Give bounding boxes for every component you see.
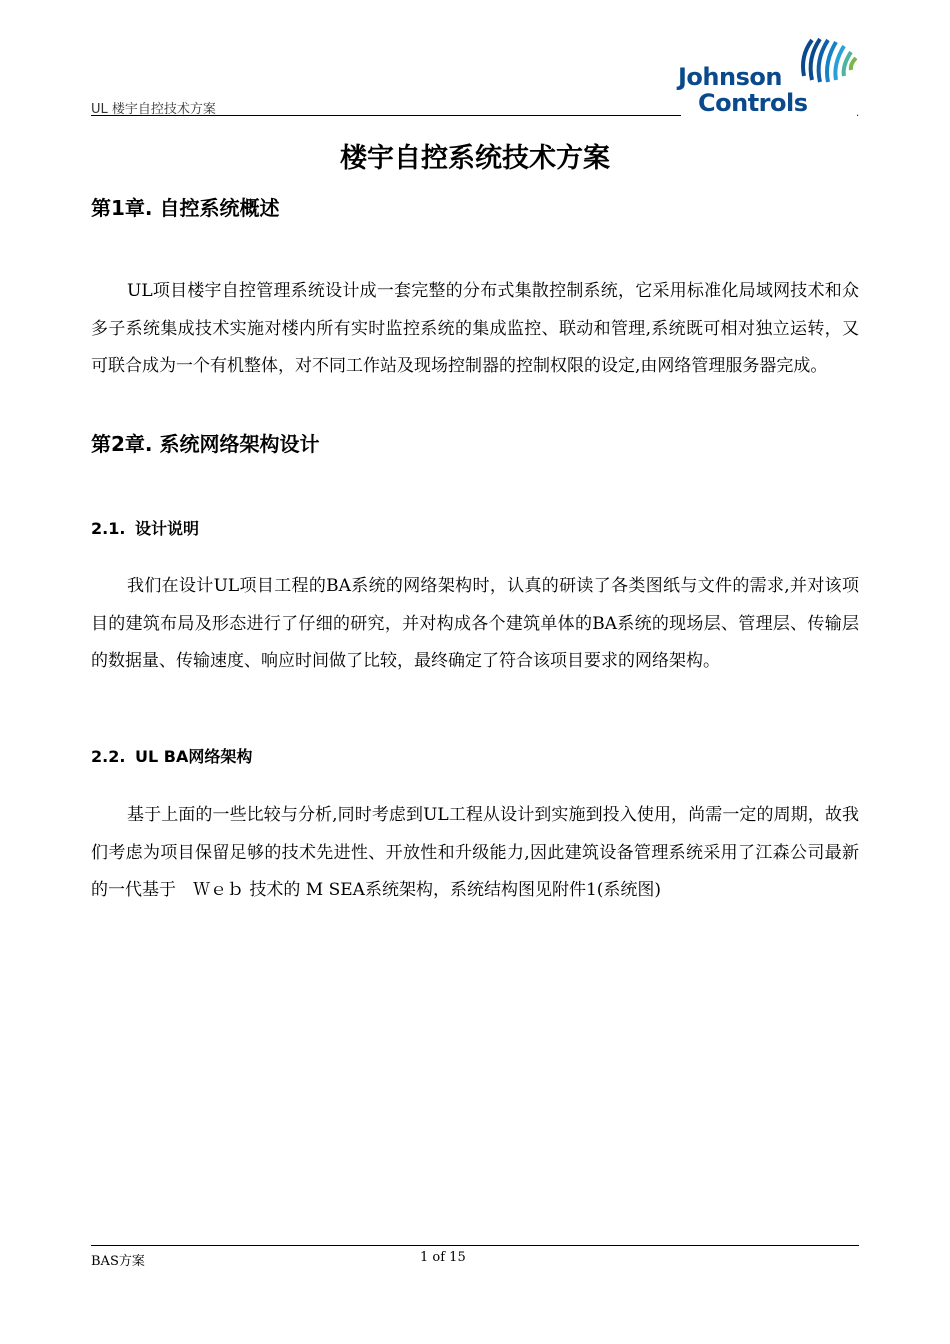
logo-line-2: Controls [698, 89, 808, 117]
section-2-1-paragraph: 我们在设计UL项目工程的BA系统的网络架构时，认真的研读了各类图纸与文件的需求,并对该项目的建筑布局及形态进行了仔细的研究，并对构成各个建筑单体的BA系统的现场层、管理层、传输层的数据量、传输速度、响应时间做了比较，最终确定了符合该项目要求的网络架构。 [91, 576, 859, 671]
header-divider [91, 115, 681, 116]
logo-swirl-icon [796, 36, 866, 96]
header-dot: . [856, 108, 860, 119]
logo-wordmark [678, 64, 808, 116]
chapter-1-paragraph: UL项目楼宇自控管理系统设计成一套完整的分布式集散控制系统，它采用标准化局域网技术和众多子系统集成技术实施对楼内所有实时监控系统的集成监控、联动和管理,系统既可相对独立运转，又可联合成为一个有机整体，对不同工作站及现场控制器的控制权限的设定,由网络管理服务器完成。 [91, 281, 859, 376]
document-title: 楼宇自控系统技术方案 [340, 143, 610, 174]
johnson-controls-logo [676, 36, 866, 122]
chapter-2-heading: 第2章. 系统网络架构设计 [91, 432, 320, 456]
page-number: 1 of 15 [420, 1250, 466, 1265]
section-2-1-title: 设计说明 [135, 519, 200, 538]
footer-label: BAS方案 [91, 1254, 145, 1269]
running-header: UL 楼宇自控技术方案 [91, 102, 216, 117]
section-2-1-number: 2.1. [91, 519, 126, 538]
section-2-1-heading [91, 516, 199, 539]
section-2-2-paragraph: 基于上面的一些比较与分析,同时考虑到UL工程从设计到实施到投入使用，尚需一定的周期，故我们考虑为项目保留足够的技术先进性、开放性和升级能力,因此建筑设备管理系统采用了江森公司最新的一代基于 Ｗｅｂ 技术的 M SEA系统架构，系统结构图见附件1(系统图) [91, 805, 859, 900]
section-2-2-title: UL BA网络架构 [135, 747, 253, 766]
section-2-2-heading [91, 744, 252, 767]
logo-line-1: Johnson [678, 63, 782, 91]
chapter-1-heading: 第1章. 自控系统概述 [91, 196, 280, 220]
section-2-2-number: 2.2. [91, 747, 126, 766]
footer-divider [91, 1245, 859, 1246]
